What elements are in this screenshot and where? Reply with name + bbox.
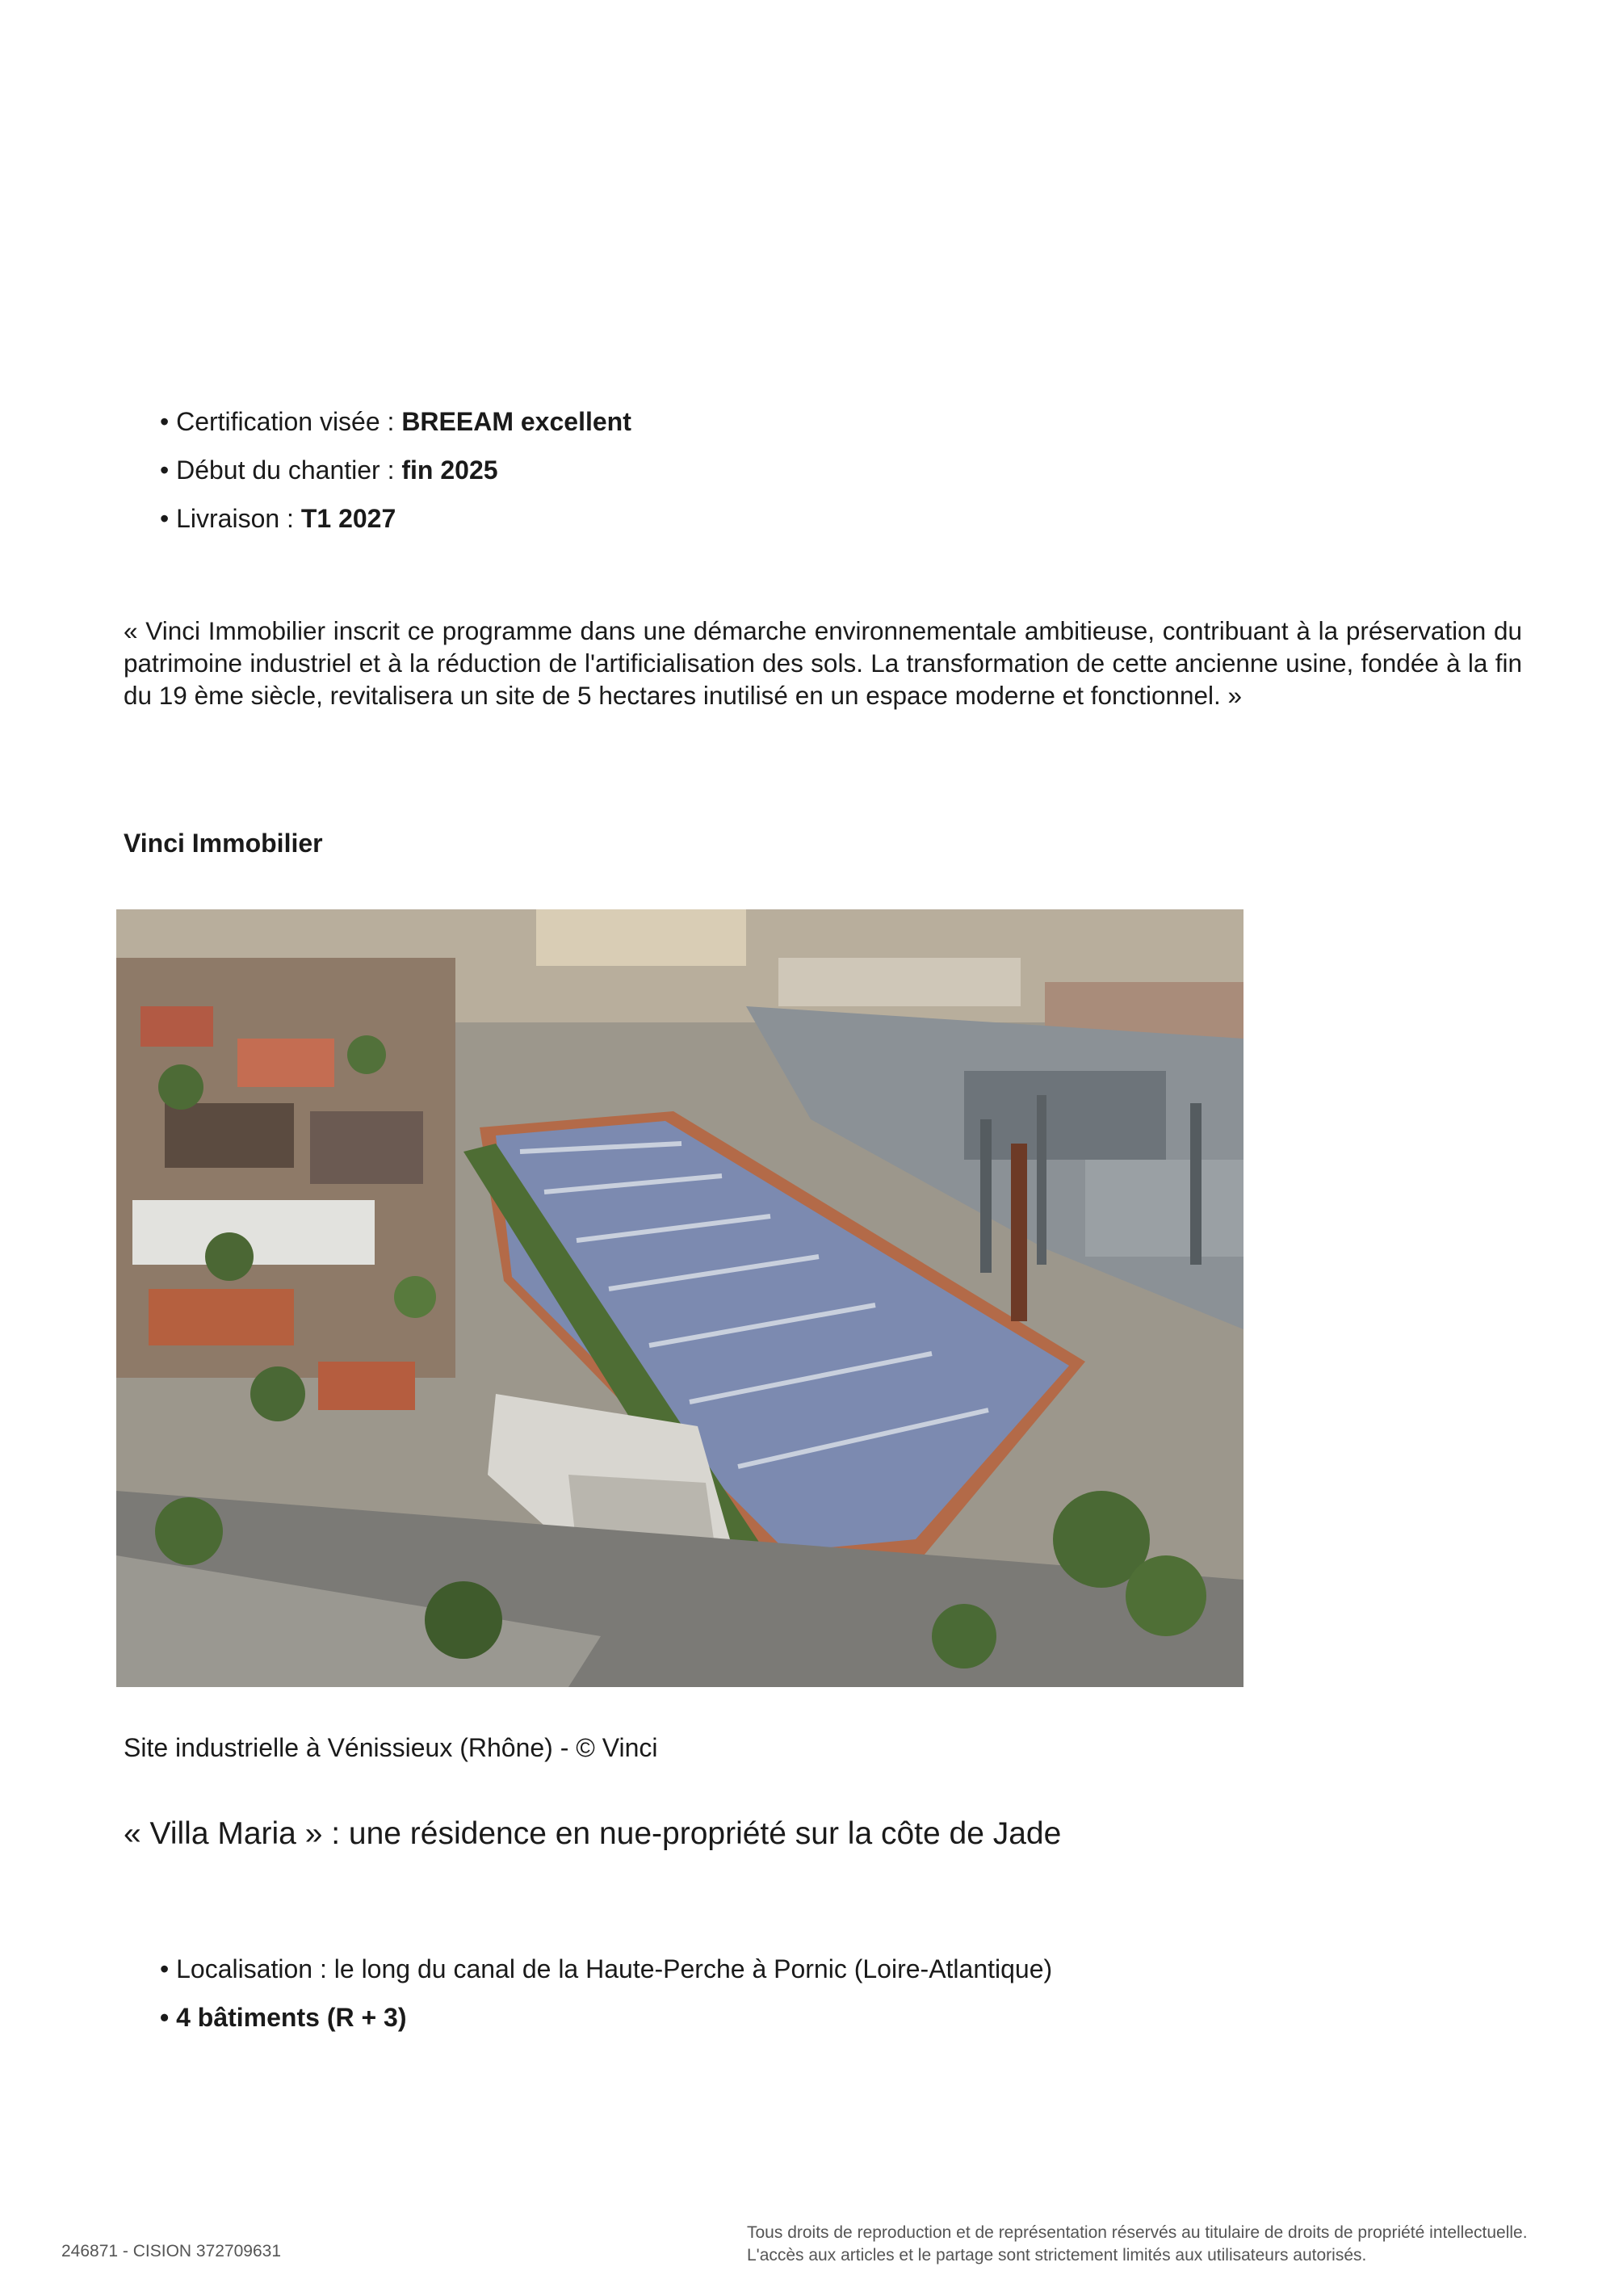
aerial-site-photo xyxy=(116,909,1243,1687)
fact-construction-start: • Début du chantier : fin 2025 xyxy=(160,455,498,485)
quote-author: Vinci Immobilier xyxy=(124,829,323,858)
developer-quote: « Vinci Immobilier inscrit ce programme dans une démarche environnementale ambitieuse, contribuant à la préservation du patrimoine industriel et à la réduction de l'artificialisation des sols. La transformation de cette ancienne usine, fondée à la fin du 19 ème siècle, revitalisera un site de 5 hectares inutilisé en un espace moderne et fonctionnel. » xyxy=(124,616,1522,710)
fact-certification: • Certification visée : BREEAM excellent xyxy=(160,407,631,436)
footer-rights-line-1: Tous droits de reproduction et de représentation réservés au titulaire de droits de propriété intellectuelle. xyxy=(747,2223,1528,2242)
villa-maria-facts-list xyxy=(160,1945,1052,2042)
fact-buildings: • 4 bâtiments (R + 3) xyxy=(160,2003,407,2032)
footer-rights-line-2: L'accès aux articles et le partage sont strictement limités aux utilisateurs autorisés. xyxy=(747,2246,1367,2265)
photo-caption: Site industrielle à Vénissieux (Rhône) - © Vinci xyxy=(124,1733,658,1762)
footer-document-id: 246871 - CISION 372709631 xyxy=(61,2242,282,2260)
fact-delivery: • Livraison : T1 2027 xyxy=(160,504,396,533)
project-key-facts-list xyxy=(160,397,631,543)
fact-location: • Localisation : le long du canal de la Haute-Perche à Pornic (Loire-Atlantique) xyxy=(160,1954,1053,1983)
section-title: « Villa Maria » : une résidence en nue-propriété sur la côte de Jade xyxy=(124,1816,1062,1851)
footer-rights-notice xyxy=(747,2222,1528,2267)
